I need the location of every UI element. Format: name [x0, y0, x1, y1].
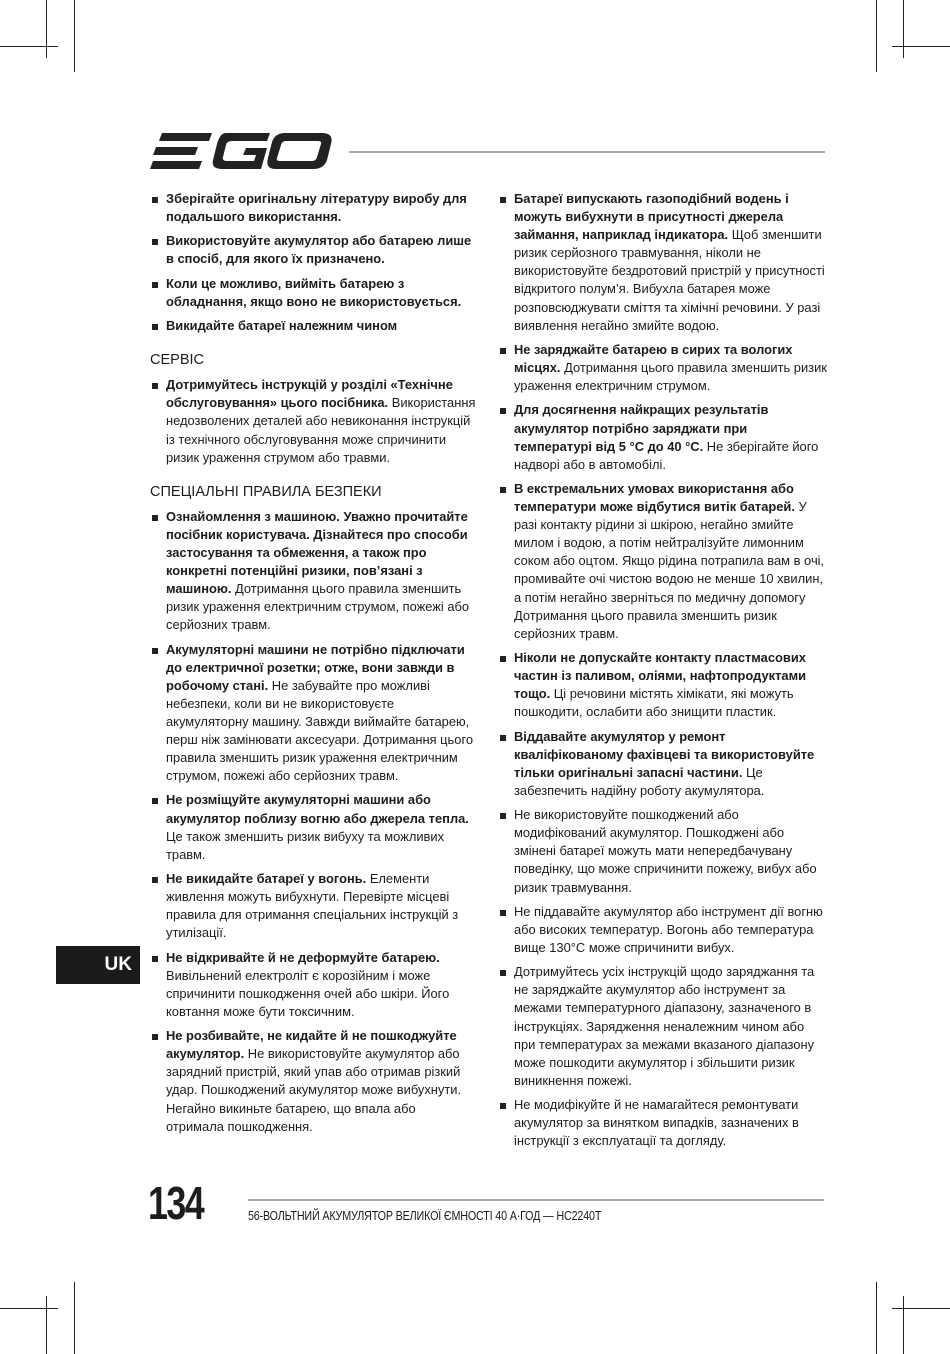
list-item: Викидайте батареї належним чином [150, 317, 476, 335]
list-item: Батареї випускають газоподібний водень і можуть вибухнути в присутності джерела займання, наприклад індикатора. Щоб зменшити ризик серйозного травмування, ніколи не використовуйте бездротовий пристрій у присутності відкритого полум’я. Вибухла батарея може розповсюджувати сміття та хімічні речовини. У разі виявлення негайно змийте водою. [498, 190, 828, 335]
intro-list [150, 190, 476, 335]
list-item: Не викидайте батареї у вогонь. Елементи живлення можуть вибухнути. Перевірте місцеві правила для отримання спеціальних інструкцій з утилізації. [150, 870, 476, 942]
language-tab: UK [56, 946, 140, 984]
right-column [498, 190, 828, 1157]
list-item: Не використовуйте пошкоджений або модифікований акумулятор. Пошкоджені або змінені батареї можуть мати непередбачувану поведінку, що може спричинити пожежу, вибух або ризик травмування. [498, 806, 828, 896]
battery-safety-list [498, 190, 828, 1150]
list-item: Ознайомлення з машиною. Уважно прочитайте посібник користувача. Дізнайтеся про способи застосування та обмеження, а також про конкретні потенційні ризики, пов’язані з машиною. Дотримання цього правила зменшить ризик ураження електричним струмом, пожежі або серйозних травм. [150, 508, 476, 635]
list-item: Не заряджайте батарею в сирих та вологих місцях. Дотримання цього правила зменшить ризик ураження електричним струмом. [498, 341, 828, 395]
list-item: В екстремальних умовах використання або температури може відбутися витік батарей. У разі контакту рідини зі шкірою, негайно змийте милом і водою, а потім нейтралізуйте лимонним соком або оцтом. Якщо рідина потрапила вам в очі, промивайте очі чистою водою не менше 10 хвилин, а потім негайно зверніться по медичну допомогу Дотримання цього правила зменшить ризик серйозних травм. [498, 480, 828, 643]
list-item: Для досягнення найкращих результатів акумулятор потрібно заряджати при температурі від 5 °C до 40 °C. Не зберігайте його надворі або в автомобілі. [498, 401, 828, 473]
section-heading-service: СЕРВІС [150, 352, 204, 369]
list-item: Дотримуйтесь усіх інструкцій щодо заряджання та не заряджайте акумулятор або інструмент за межами температурного діапазону, зазначеного в інструкціях. Зарядження неналежним чином або при температурах за межами вказаного діапазону може пошкодити акумулятор і збільшити ризик виникнення пожежі. [498, 963, 828, 1090]
service-list [150, 376, 476, 466]
special-rules-list [150, 508, 476, 1136]
list-item: Коли це можливо, вийміть батарею з обладнання, якщо воно не використовується. [150, 275, 476, 311]
ego-logo [150, 131, 332, 171]
footer-title: 56-ВОЛЬТНИЙ АКУМУЛЯТОР ВЕЛИКОЇ ЄМНОСТІ 40 А·ГОД — HC2240T [248, 1209, 602, 1223]
list-item: Не модифікуйте й не намагайтеся ремонтувати акумулятор за винятком випадків, зазначених в інструкції з експлуатації та догляду. [498, 1096, 828, 1150]
section-heading-special-rules: СПЕЦІАЛЬНІ ПРАВИЛА БЕЗПЕКИ [150, 483, 382, 500]
list-item: Дотримуйтесь інструкцій у розділі «Технічне обслуговування» цього посібника. Використання недозволених деталей або невиконання інструкцій із технічного обслуговування може спричинити ризик ураження струмом або травми. [150, 376, 476, 466]
list-item: Ніколи не допускайте контакту пластмасових частин із паливом, оліями, нафтопродуктами тощо. Ці речовини містять хімікати, які можуть пошкодити, ослабити або знищити пластик. [498, 649, 828, 721]
footer-rule [248, 1199, 824, 1201]
list-item: Віддавайте акумулятор у ремонт кваліфікованому фахівцеві та використовуйте тільки оригінальні запасні частини. Це забезпечить надійну роботу акумулятора. [498, 728, 828, 800]
list-item: Акумуляторні машини не потрібно підключати до електричної розетки; отже, вони завжди в робочому стані. Не забувайте про можливі небезпеки, коли ви не використовуєте акумуляторну машину. Завжди виймайте батарею, перш ніж замінювати аксесуари. Дотримання цього правила зменшить ризик ураження електричним струмом, пожежі або серйозних травм. [150, 641, 476, 786]
list-item: Не розбивайте, не кидайте й не пошкоджуйте акумулятор. Не використовуйте акумулятор або зарядний пристрій, який упав або отримав різкий удар. Пошкоджений акумулятор може вибухнути. Негайно викиньте батарею, що впала або отримала пошкодження. [150, 1027, 476, 1136]
page-number: 134 [148, 1177, 204, 1229]
list-item: Використовуйте акумулятор або батарею лише в спосіб, для якого їх призначено. [150, 232, 476, 268]
list-item: Зберігайте оригінальну літературу виробу для подальшого використання. [150, 190, 476, 226]
list-item: Не розміщуйте акумуляторні машини або акумулятор поблизу вогню або джерела тепла. Це також зменшить ризик вибуху та можливих травм. [150, 791, 476, 863]
list-item: Не піддавайте акумулятор або інструмент дії вогню або високих температур. Вогонь або температура вище 130°C може спричинити вибух. [498, 903, 828, 957]
list-item: Не відкривайте й не деформуйте батарею. Вивільнений електроліт є корозійним і може спричинити пошкодження очей або шкіри. Його ковтання може бути токсичним. [150, 949, 476, 1021]
left-column [150, 190, 476, 1142]
header-rule [349, 151, 825, 153]
